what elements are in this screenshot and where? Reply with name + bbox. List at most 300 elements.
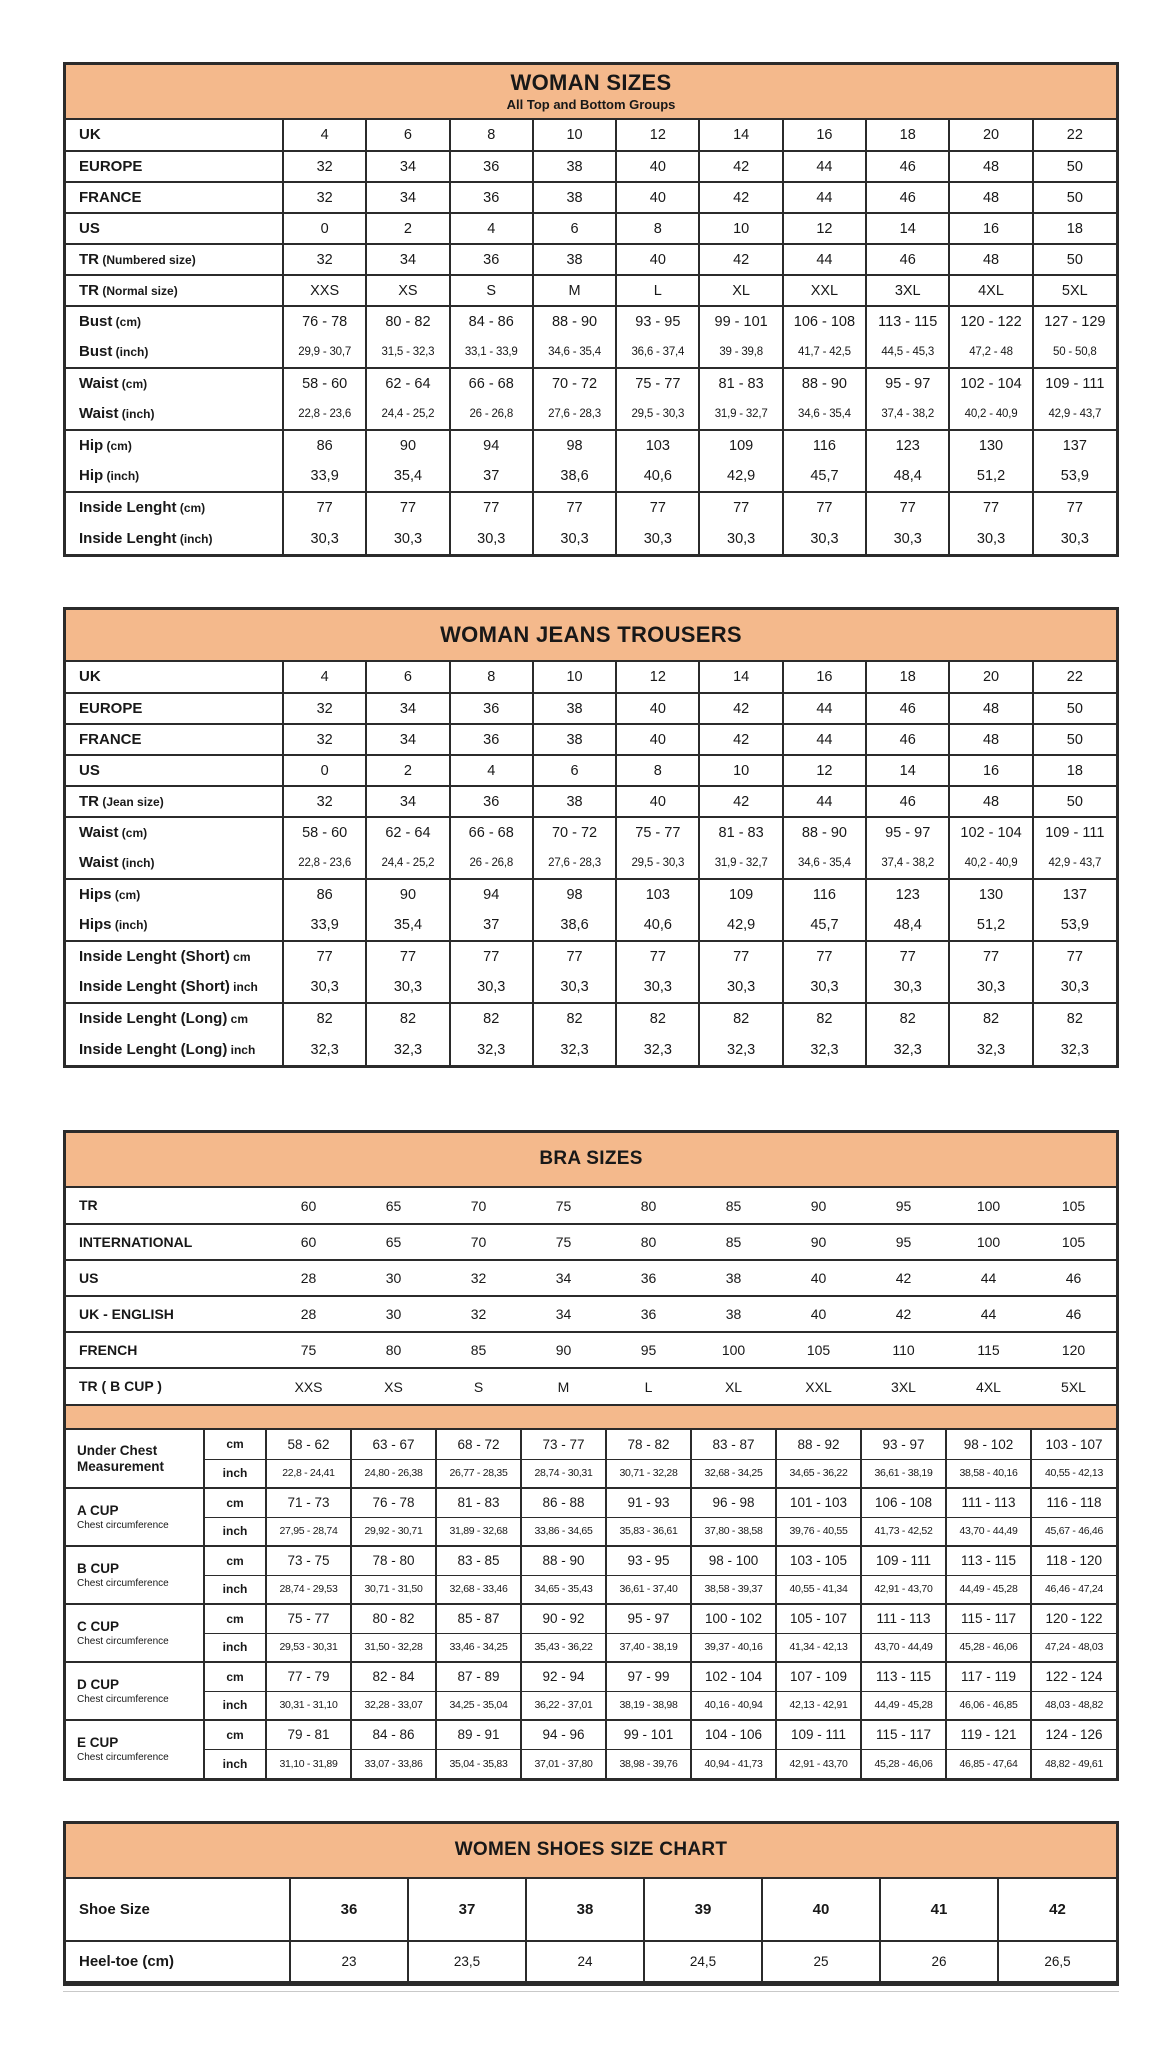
size-value-cell: XL xyxy=(724,1378,743,1395)
table-row xyxy=(66,1517,1116,1546)
size-value-cell: 37,4 - 38,2 xyxy=(866,848,949,879)
unit-cell: inch xyxy=(204,1633,266,1662)
size-value-cell: 85 xyxy=(725,1197,742,1214)
size-value-cell: 30,3 xyxy=(616,523,699,554)
size-value-cell: 39,37 - 40,16 xyxy=(691,1633,776,1662)
size-value-cell: 46 xyxy=(1065,1270,1082,1286)
size-value-cell: 37 xyxy=(450,910,533,941)
size-value-cell: 40,6 xyxy=(616,910,699,941)
size-value-cell: 40,2 - 40,9 xyxy=(949,848,1032,879)
size-value-cell: 37,01 - 37,80 xyxy=(521,1749,606,1778)
size-value-cell: 28 xyxy=(300,1270,317,1286)
size-value-cell: 22 xyxy=(1033,120,1116,151)
size-value-cell: 68 - 72 xyxy=(436,1430,521,1459)
size-value-cell: 45,28 - 46,06 xyxy=(946,1633,1031,1662)
table-row xyxy=(66,1749,1116,1778)
size-value-cell: 26 xyxy=(880,1941,998,1981)
table-row xyxy=(66,1604,1116,1633)
size-value-cell: 82 xyxy=(533,1003,616,1034)
size-value-cell: 88 - 90 xyxy=(533,306,616,337)
size-value-cell: 60 xyxy=(300,1197,317,1214)
table-row xyxy=(66,461,1116,492)
size-value-cell: 32,3 xyxy=(533,1034,616,1065)
size-value-cell: 70 xyxy=(470,1234,487,1250)
table-row xyxy=(66,724,1116,755)
size-value-cell: 42,9 - 43,7 xyxy=(1033,848,1116,879)
size-value-cell: 71 - 73 xyxy=(266,1488,351,1517)
woman-sizes-table xyxy=(66,120,1116,554)
size-value-cell: 3XL xyxy=(891,1378,916,1395)
unit-cell: inch xyxy=(204,1691,266,1720)
size-value-cell: 34,25 - 35,04 xyxy=(436,1691,521,1720)
size-value-cell: 6 xyxy=(366,662,449,693)
table-row xyxy=(66,1633,1116,1662)
size-value-cell: 73 - 75 xyxy=(266,1546,351,1575)
size-value-cell: 116 xyxy=(783,430,866,461)
size-value-cell: 38,19 - 38,98 xyxy=(606,1691,691,1720)
size-value-cell: 44 xyxy=(783,151,866,182)
size-value-cell: 32 xyxy=(283,182,366,213)
woman-sizes-subtitle: All Top and Bottom Groups xyxy=(506,96,676,112)
size-value-cell: 30,3 xyxy=(866,523,949,554)
size-value-cell: 40 xyxy=(810,1306,827,1322)
row-label: Waist (inch) xyxy=(79,405,155,423)
size-value-cell: 10 xyxy=(533,662,616,693)
size-value-cell: 30,3 xyxy=(450,972,533,1003)
row-label: Inside Lenght (Short) cm xyxy=(79,948,251,966)
size-value-cell: 37,80 - 38,58 xyxy=(691,1517,776,1546)
size-value-cell: 58 - 62 xyxy=(266,1430,351,1459)
table-row xyxy=(66,941,1116,972)
size-value-cell: 48 xyxy=(949,182,1032,213)
size-value-cell: 36 xyxy=(450,244,533,275)
size-value-cell: 85 xyxy=(725,1234,742,1250)
size-value-cell: 86 xyxy=(283,430,366,461)
size-value-cell: 34 xyxy=(366,724,449,755)
row-label: TR (Numbered size) xyxy=(79,250,196,268)
size-value-cell: 29,9 - 30,7 xyxy=(283,337,366,368)
size-value-cell: 42,9 - 43,7 xyxy=(1033,399,1116,430)
size-value-cell: 80 xyxy=(640,1197,657,1214)
size-value-cell: S xyxy=(450,275,533,306)
size-value-cell: 109 - 111 xyxy=(861,1546,946,1575)
size-value-cell: 36,61 - 38,19 xyxy=(861,1459,946,1488)
row-label: Inside Lenght (Long) cm xyxy=(79,1010,248,1028)
row-label: INTERNATIONAL xyxy=(79,1233,193,1250)
size-value-cell: 77 xyxy=(783,492,866,523)
size-value-cell: 12 xyxy=(783,213,866,244)
size-value-cell: 42 xyxy=(699,786,782,817)
size-value-cell: 77 xyxy=(616,941,699,972)
size-value-cell: 42 xyxy=(699,182,782,213)
size-value-cell: 31,9 - 32,7 xyxy=(699,848,782,879)
size-value-cell: 44 xyxy=(980,1306,997,1322)
size-value-cell: 31,9 - 32,7 xyxy=(699,399,782,430)
size-value-cell: 30 xyxy=(385,1306,402,1322)
size-value-cell: 38,58 - 39,37 xyxy=(691,1575,776,1604)
shoes-size-section xyxy=(63,1821,1119,1986)
size-value-cell: 123 xyxy=(866,430,949,461)
size-value-cell: 70 - 72 xyxy=(533,817,616,848)
row-label: EUROPE xyxy=(79,699,143,717)
size-value-cell: 36 xyxy=(450,786,533,817)
size-value-cell: 80 xyxy=(640,1234,657,1250)
woman-sizes-section xyxy=(63,62,1119,557)
row-label: Bust (cm) xyxy=(79,313,142,331)
size-value-cell: 47,2 - 48 xyxy=(949,337,1032,368)
table-row xyxy=(66,1488,1116,1517)
size-value-cell: 98 xyxy=(533,879,616,910)
size-value-cell: 113 - 115 xyxy=(861,1662,946,1691)
shoes-size-header xyxy=(66,1824,1116,1879)
unit-cell: cm xyxy=(204,1430,266,1459)
size-value-cell: 44 xyxy=(783,724,866,755)
size-value-cell: 32,3 xyxy=(949,1034,1032,1065)
table-row xyxy=(66,120,1116,151)
row-group-label: Under Chest Measurement xyxy=(77,1442,165,1474)
size-value-cell: 12 xyxy=(616,662,699,693)
size-value-cell: 115 - 117 xyxy=(946,1604,1031,1633)
size-value-cell: 34 xyxy=(555,1270,572,1286)
size-value-cell: 36 xyxy=(450,693,533,724)
size-value-cell: 36,22 - 37,01 xyxy=(521,1691,606,1720)
row-label: Hips (inch) xyxy=(79,916,148,934)
size-value-cell: 47,24 - 48,03 xyxy=(1031,1633,1116,1662)
table-row xyxy=(66,1459,1116,1488)
woman-sizes-title: WOMAN SIZES xyxy=(510,70,672,96)
size-value-cell: 32 xyxy=(470,1306,487,1322)
size-value-cell: 42 xyxy=(699,244,782,275)
size-value-cell: XXL xyxy=(783,275,866,306)
size-value-cell: 44 xyxy=(783,244,866,275)
jeans-trousers-section xyxy=(63,607,1119,1068)
size-value-cell: 46,06 - 46,85 xyxy=(946,1691,1031,1720)
row-label: Waist (cm) xyxy=(79,824,148,842)
table-row xyxy=(66,1662,1116,1691)
row-group-label: D CUP Chest circumference xyxy=(77,1676,169,1705)
size-value-cell: 31,89 - 32,68 xyxy=(436,1517,521,1546)
size-value-cell: 22 xyxy=(1033,662,1116,693)
table-row xyxy=(66,1003,1116,1034)
size-value-cell: 48 xyxy=(949,693,1032,724)
size-value-cell: 24,5 xyxy=(644,1941,762,1981)
size-value-cell: 113 - 115 xyxy=(866,306,949,337)
size-value-cell: M xyxy=(557,1378,570,1395)
size-value-cell: 34 xyxy=(366,786,449,817)
table-row xyxy=(66,662,1116,693)
size-value-cell: 101 - 103 xyxy=(776,1488,861,1517)
size-value-cell: 24,4 - 25,2 xyxy=(366,848,449,879)
size-value-cell: 80 - 82 xyxy=(366,306,449,337)
size-value-cell: 111 - 113 xyxy=(946,1488,1031,1517)
size-value-cell: XXL xyxy=(805,1378,832,1395)
size-value-cell: 51,2 xyxy=(949,910,1032,941)
size-value-cell: 80 xyxy=(385,1342,402,1358)
size-value-cell: 20 xyxy=(949,662,1032,693)
size-value-cell: 85 - 87 xyxy=(436,1604,521,1633)
table-row xyxy=(66,1034,1116,1065)
size-value-cell: 50 xyxy=(1033,182,1116,213)
size-value-cell: 38 xyxy=(533,693,616,724)
size-value-cell: 75 - 77 xyxy=(266,1604,351,1633)
size-value-cell: 48,4 xyxy=(866,461,949,492)
size-value-cell: 77 xyxy=(283,941,366,972)
bra-sizes-header xyxy=(66,1133,1116,1188)
size-value-cell: 43,70 - 44,49 xyxy=(861,1633,946,1662)
size-value-cell: 0 xyxy=(283,213,366,244)
size-value-cell: 48,03 - 48,82 xyxy=(1031,1691,1116,1720)
size-value-cell: 98 xyxy=(533,430,616,461)
size-value-cell: 46 xyxy=(866,244,949,275)
size-value-cell: 20 xyxy=(949,120,1032,151)
row-group-label: A CUP Chest circumference xyxy=(77,1502,169,1531)
size-value-cell: 24,4 - 25,2 xyxy=(366,399,449,430)
size-value-cell: 4 xyxy=(450,213,533,244)
size-value-cell: 82 xyxy=(366,1003,449,1034)
size-value-cell: 36 xyxy=(290,1879,408,1941)
size-value-cell: XXS xyxy=(294,1378,323,1395)
size-value-cell: 76 - 78 xyxy=(283,306,366,337)
row-label: US xyxy=(79,1269,99,1286)
unit-cell: inch xyxy=(204,1459,266,1488)
row-label: Shoe Size xyxy=(79,1900,150,1918)
size-value-cell: 32,3 xyxy=(699,1034,782,1065)
size-value-cell: 42 xyxy=(998,1879,1116,1941)
size-value-cell: 77 xyxy=(949,492,1032,523)
size-value-cell: 32,3 xyxy=(1033,1034,1116,1065)
size-value-cell: 79 - 81 xyxy=(266,1720,351,1749)
row-label: Waist (cm) xyxy=(79,375,148,393)
size-value-cell: 82 xyxy=(866,1003,949,1034)
size-value-cell: 90 - 92 xyxy=(521,1604,606,1633)
size-value-cell: 137 xyxy=(1033,430,1116,461)
size-value-cell: 53,9 xyxy=(1033,910,1116,941)
size-value-cell: 105 xyxy=(1061,1197,1086,1214)
size-value-cell: 120 xyxy=(1061,1342,1086,1358)
size-value-cell: 109 - 111 xyxy=(776,1720,861,1749)
size-value-cell: 77 xyxy=(533,492,616,523)
size-value-cell: 45,7 xyxy=(783,910,866,941)
size-value-cell: 90 xyxy=(810,1234,827,1250)
size-value-cell: 40,6 xyxy=(616,461,699,492)
size-value-cell: 88 - 90 xyxy=(521,1546,606,1575)
size-value-cell: 12 xyxy=(616,120,699,151)
size-value-cell: 87 - 89 xyxy=(436,1662,521,1691)
size-value-cell: 30,3 xyxy=(699,523,782,554)
size-value-cell: 100 xyxy=(976,1234,1001,1250)
unit-cell: inch xyxy=(204,1517,266,1546)
size-value-cell: 77 xyxy=(366,941,449,972)
size-value-cell: 38 xyxy=(533,786,616,817)
size-value-cell: 36 xyxy=(640,1270,657,1286)
size-value-cell: 124 - 126 xyxy=(1031,1720,1116,1749)
size-value-cell: 22,8 - 23,6 xyxy=(283,848,366,879)
size-value-cell: 4 xyxy=(450,755,533,786)
size-value-cell: 100 - 102 xyxy=(691,1604,776,1633)
size-value-cell: 50 xyxy=(1033,786,1116,817)
size-value-cell: 111 - 113 xyxy=(861,1604,946,1633)
size-value-cell: 40,2 - 40,9 xyxy=(949,399,1032,430)
size-value-cell: 66 - 68 xyxy=(450,817,533,848)
size-value-cell: 4 xyxy=(283,120,366,151)
row-label: Inside Lenght (Long) inch xyxy=(79,1040,256,1058)
table-row xyxy=(66,910,1116,941)
size-value-cell: 99 - 101 xyxy=(699,306,782,337)
size-value-cell: 95 - 97 xyxy=(606,1604,691,1633)
size-value-cell: 77 xyxy=(450,941,533,972)
size-value-cell: 32,3 xyxy=(283,1034,366,1065)
size-value-cell: 38 xyxy=(533,244,616,275)
size-value-cell: 8 xyxy=(616,755,699,786)
size-value-cell: 29,92 - 30,71 xyxy=(351,1517,436,1546)
size-value-cell: 99 - 101 xyxy=(606,1720,691,1749)
size-value-cell: 30,3 xyxy=(366,972,449,1003)
size-value-cell: 40 xyxy=(616,182,699,213)
size-value-cell: 95 - 97 xyxy=(866,817,949,848)
size-value-cell: 103 - 107 xyxy=(1031,1430,1116,1459)
size-value-cell: 38 xyxy=(725,1306,742,1322)
unit-cell: cm xyxy=(204,1546,266,1575)
size-value-cell: 77 xyxy=(533,941,616,972)
size-value-cell: 37,4 - 38,2 xyxy=(866,399,949,430)
size-value-cell: 29,5 - 30,3 xyxy=(616,848,699,879)
size-value-cell: 30,3 xyxy=(283,523,366,554)
size-value-cell: 30,3 xyxy=(283,972,366,1003)
row-group-label: C CUP Chest circumference xyxy=(77,1618,169,1647)
row-label: UK xyxy=(79,668,101,686)
size-value-cell: 93 - 95 xyxy=(616,306,699,337)
table-row xyxy=(66,306,1116,337)
size-value-cell: 110 xyxy=(892,1342,915,1358)
table-row xyxy=(66,693,1116,724)
size-value-cell: 26,5 xyxy=(998,1941,1116,1981)
size-value-cell: 89 - 91 xyxy=(436,1720,521,1749)
size-value-cell: 65 xyxy=(385,1234,402,1250)
table-row xyxy=(66,1260,1116,1296)
size-value-cell: 44 xyxy=(980,1270,997,1286)
size-value-cell: 102 - 104 xyxy=(691,1662,776,1691)
size-value-cell: 18 xyxy=(866,120,949,151)
size-value-cell: 31,50 - 32,28 xyxy=(351,1633,436,1662)
size-value-cell: M xyxy=(533,275,616,306)
size-value-cell: L xyxy=(616,275,699,306)
table-row xyxy=(66,1879,1116,1941)
unit-cell: cm xyxy=(204,1720,266,1749)
size-value-cell: 26,77 - 28,35 xyxy=(436,1459,521,1488)
size-value-cell: 77 xyxy=(949,941,1032,972)
table-row xyxy=(66,1546,1116,1575)
row-label: Inside Lenght (inch) xyxy=(79,529,213,547)
size-value-cell: 81 - 83 xyxy=(436,1488,521,1517)
size-value-cell: 34,65 - 36,22 xyxy=(776,1459,861,1488)
size-value-cell: 90 xyxy=(366,430,449,461)
size-value-cell: 36 xyxy=(640,1306,657,1322)
table-row xyxy=(66,523,1116,554)
size-value-cell: 27,6 - 28,3 xyxy=(533,399,616,430)
size-value-cell: 106 - 108 xyxy=(861,1488,946,1517)
row-group-label: E CUP Chest circumference xyxy=(77,1735,169,1763)
table-row xyxy=(66,182,1116,213)
size-value-cell: 33,46 - 34,25 xyxy=(436,1633,521,1662)
size-value-cell: 90 xyxy=(366,879,449,910)
size-value-cell: 127 - 129 xyxy=(1033,306,1116,337)
size-value-cell: 62 - 64 xyxy=(366,368,449,399)
size-value-cell: 40 xyxy=(616,786,699,817)
size-value-cell: 75 - 77 xyxy=(616,817,699,848)
row-label: FRENCH xyxy=(79,1341,138,1358)
size-value-cell: 120 - 122 xyxy=(949,306,1032,337)
size-value-cell: 83 - 85 xyxy=(436,1546,521,1575)
size-value-cell: 10 xyxy=(699,755,782,786)
size-value-cell: 51,2 xyxy=(949,461,1032,492)
size-value-cell: 16 xyxy=(949,755,1032,786)
size-value-cell: 102 - 104 xyxy=(949,817,1032,848)
size-value-cell: 48,82 - 49,61 xyxy=(1031,1749,1116,1778)
size-value-cell: 43,70 - 44,49 xyxy=(946,1517,1031,1546)
size-value-cell: 115 xyxy=(977,1342,1000,1358)
size-value-cell: 58 - 60 xyxy=(283,817,366,848)
size-value-cell: 32,68 - 33,46 xyxy=(436,1575,521,1604)
size-value-cell: 37 xyxy=(450,461,533,492)
size-value-cell: 77 xyxy=(616,492,699,523)
size-value-cell: 24 xyxy=(526,1941,644,1981)
size-value-cell: 16 xyxy=(783,662,866,693)
size-value-cell: 46 xyxy=(866,693,949,724)
size-value-cell: 37 xyxy=(408,1879,526,1941)
shoes-size-title: WOMEN SHOES SIZE CHART xyxy=(454,1839,728,1861)
size-value-cell: 82 xyxy=(1033,1003,1116,1034)
size-value-cell: 38 xyxy=(725,1270,742,1286)
size-value-cell: 100 xyxy=(976,1197,1001,1214)
size-value-cell: 34,6 - 35,4 xyxy=(533,337,616,368)
row-label: FRANCE xyxy=(79,188,142,206)
size-value-cell: 46 xyxy=(866,151,949,182)
size-value-cell: 78 - 80 xyxy=(351,1546,436,1575)
size-value-cell: 63 - 67 xyxy=(351,1430,436,1459)
row-label: TR xyxy=(79,1197,98,1214)
size-value-cell: 50 xyxy=(1033,693,1116,724)
size-value-cell: 45,7 xyxy=(783,461,866,492)
size-value-cell: 130 xyxy=(949,879,1032,910)
size-value-cell: 33,1 - 33,9 xyxy=(450,337,533,368)
size-value-cell: 38,6 xyxy=(533,910,616,941)
table-row xyxy=(66,1941,1116,1981)
size-value-cell: 10 xyxy=(699,213,782,244)
size-value-cell: 22,8 - 23,6 xyxy=(283,399,366,430)
size-value-cell: 73 - 77 xyxy=(521,1430,606,1459)
size-value-cell: 5XL xyxy=(1033,275,1116,306)
size-value-cell: 40,94 - 41,73 xyxy=(691,1749,776,1778)
size-value-cell: 93 - 95 xyxy=(606,1546,691,1575)
size-value-cell: 3XL xyxy=(866,275,949,306)
size-value-cell: 46,46 - 47,24 xyxy=(1031,1575,1116,1604)
size-value-cell: 77 xyxy=(699,492,782,523)
size-value-cell: 32 xyxy=(283,693,366,724)
table-row xyxy=(66,244,1116,275)
size-value-cell: 45,67 - 46,46 xyxy=(1031,1517,1116,1546)
size-value-cell: 26 - 26,8 xyxy=(450,848,533,879)
size-value-cell: 103 - 105 xyxy=(776,1546,861,1575)
size-value-cell: 109 xyxy=(699,879,782,910)
size-value-cell: 41 xyxy=(880,1879,998,1941)
size-value-cell: 106 - 108 xyxy=(783,306,866,337)
size-value-cell: 77 xyxy=(699,941,782,972)
size-value-cell: 38,98 - 39,76 xyxy=(606,1749,691,1778)
table-row xyxy=(66,1575,1116,1604)
table-row xyxy=(66,755,1116,786)
table-row xyxy=(66,1720,1116,1749)
size-value-cell: 30,31 - 31,10 xyxy=(266,1691,351,1720)
